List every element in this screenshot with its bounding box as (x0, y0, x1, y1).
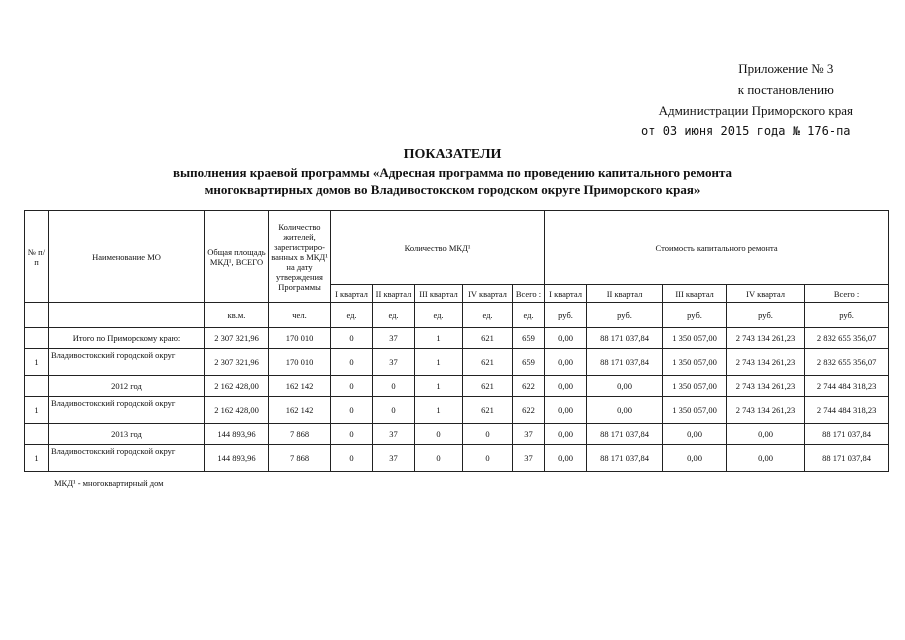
units-blank-name (49, 303, 205, 328)
appendix-block (641, 58, 853, 142)
cell-name: 2013 год (49, 424, 205, 445)
cell-num: 1 (25, 445, 49, 472)
cell-cost-q2: 88 171 037,84 (587, 424, 663, 445)
cell-cost-total: 2 832 655 356,07 (805, 328, 889, 349)
header-q3: III квартал (415, 285, 463, 303)
cell-cost-total: 88 171 037,84 (805, 445, 889, 472)
cell-total: 659 (513, 349, 545, 376)
cell-area: 2 162 428,00 (205, 397, 269, 424)
cell-q3: 1 (415, 328, 463, 349)
cell-cost-q1: 0,00 (545, 424, 587, 445)
cell-q4: 0 (463, 445, 513, 472)
header-name: Наименование МО (49, 211, 205, 303)
cell-cost-q1: 0,00 (545, 376, 587, 397)
cell-num: 1 (25, 349, 49, 376)
header-area: Общая площадь МКД¹, ВСЕГО (205, 211, 269, 303)
cell-cost-q2: 88 171 037,84 (587, 328, 663, 349)
cell-cost-q2: 0,00 (587, 376, 663, 397)
cell-cost-q4: 2 743 134 261,23 (727, 397, 805, 424)
unit-cell: руб. (587, 303, 663, 328)
cell-q2: 37 (373, 424, 415, 445)
table-row (25, 349, 889, 376)
cell-cost-q1: 0,00 (545, 397, 587, 424)
cell-residents: 162 142 (269, 397, 331, 424)
cell-q2: 0 (373, 397, 415, 424)
cell-num (25, 328, 49, 349)
header-q4: IV квартал (463, 285, 513, 303)
cell-total: 659 (513, 328, 545, 349)
cell-q3: 1 (415, 349, 463, 376)
cell-q1: 0 (331, 328, 373, 349)
unit-cell: ед. (415, 303, 463, 328)
header-cost-group: Стоимость капитального ремонта (545, 211, 889, 285)
appendix-line-2: к постановлению (737, 82, 834, 97)
header-q1: I квартал (331, 285, 373, 303)
cell-q1: 0 (331, 445, 373, 472)
cell-q3: 1 (415, 397, 463, 424)
table-row (25, 397, 889, 424)
cell-cost-q3: 1 350 057,00 (663, 397, 727, 424)
cell-q3: 0 (415, 424, 463, 445)
cell-cost-q2: 88 171 037,84 (587, 349, 663, 376)
cell-cost-q2: 88 171 037,84 (587, 445, 663, 472)
cell-cost-q4: 2 743 134 261,23 (727, 349, 805, 376)
cell-area: 144 893,96 (205, 424, 269, 445)
cell-q2: 37 (373, 445, 415, 472)
cell-num (25, 424, 49, 445)
cell-q2: 0 (373, 376, 415, 397)
cell-total: 622 (513, 397, 545, 424)
cell-q2: 37 (373, 349, 415, 376)
header-cost-q2: II квартал (587, 285, 663, 303)
document-title (0, 146, 905, 198)
header-cost-q3: III квартал (663, 285, 727, 303)
cell-num: 1 (25, 397, 49, 424)
cell-q1: 0 (331, 397, 373, 424)
cell-num (25, 376, 49, 397)
cell-total: 622 (513, 376, 545, 397)
cell-total: 37 (513, 424, 545, 445)
header-mkd-group: Количество МКД¹ (331, 211, 545, 285)
cell-cost-q4: 2 743 134 261,23 (727, 328, 805, 349)
cell-cost-q3: 1 350 057,00 (663, 349, 727, 376)
header-cost-q1: I квартал (545, 285, 587, 303)
unit-cell: ед. (513, 303, 545, 328)
table-row (25, 445, 889, 472)
header-cost-total: Всего : (805, 285, 889, 303)
cell-cost-total: 2 744 484 318,23 (805, 376, 889, 397)
footnote: МКД¹ - многоквартирный дом (54, 478, 164, 488)
cell-residents: 7 868 (269, 445, 331, 472)
cell-cost-q3: 1 350 057,00 (663, 376, 727, 397)
table-row-year-2012 (25, 376, 889, 397)
cell-q2: 37 (373, 328, 415, 349)
cell-name: Владивостокский городской округ (49, 349, 205, 376)
unit-cell: руб. (805, 303, 889, 328)
cell-cost-total: 2 832 655 356,07 (805, 349, 889, 376)
cell-residents: 7 868 (269, 424, 331, 445)
cell-q1: 0 (331, 424, 373, 445)
cell-cost-q1: 0,00 (545, 328, 587, 349)
units-blank-num (25, 303, 49, 328)
header-num: № п/п (25, 211, 49, 303)
cell-q4: 621 (463, 349, 513, 376)
unit-cell: ед. (373, 303, 415, 328)
cell-area: 144 893,96 (205, 445, 269, 472)
cell-total: 37 (513, 445, 545, 472)
title-heading: ПОКАЗАТЕЛИ (403, 147, 502, 162)
cell-area: 2 162 428,00 (205, 376, 269, 397)
cell-q1: 0 (331, 349, 373, 376)
header-residents: Количество жителей, зарегистриро-ванных в МКД¹ на дату утверждения Программы (269, 211, 331, 303)
cell-name: Владивостокский городской округ (49, 397, 205, 424)
cell-name: Владивостокский городской округ (49, 445, 205, 472)
cell-q3: 1 (415, 376, 463, 397)
cell-q4: 621 (463, 397, 513, 424)
cell-q4: 621 (463, 376, 513, 397)
unit-cell: руб. (663, 303, 727, 328)
cell-name: 2012 год (49, 376, 205, 397)
unit-cell: ед. (463, 303, 513, 328)
appendix-date: от 03 июня 2015 года № 176-па (641, 124, 851, 138)
cell-name: Итого по Приморскому краю: (49, 328, 205, 349)
title-line-2: выполнения краевой программы «Адресная программа по проведению капитального ремонта (172, 165, 733, 180)
appendix-line-1: Приложение № 3 (738, 61, 834, 76)
cell-cost-q4: 2 743 134 261,23 (727, 376, 805, 397)
cell-cost-total: 2 744 484 318,23 (805, 397, 889, 424)
cell-cost-q2: 0,00 (587, 397, 663, 424)
cell-q4: 0 (463, 424, 513, 445)
header-q2: II квартал (373, 285, 415, 303)
indicators-table (24, 210, 889, 472)
cell-cost-total: 88 171 037,84 (805, 424, 889, 445)
cell-area: 2 307 321,96 (205, 349, 269, 376)
cell-q1: 0 (331, 376, 373, 397)
cell-q4: 621 (463, 328, 513, 349)
cell-cost-q1: 0,00 (545, 445, 587, 472)
table-row-year-2013 (25, 424, 889, 445)
cell-cost-q3: 0,00 (663, 445, 727, 472)
cell-residents: 170 010 (269, 349, 331, 376)
unit-cell: руб. (727, 303, 805, 328)
cell-cost-q1: 0,00 (545, 349, 587, 376)
cell-residents: 162 142 (269, 376, 331, 397)
cell-residents: 170 010 (269, 328, 331, 349)
header-row-1 (25, 211, 889, 285)
title-line-3: многоквартирных домов во Владивостокском городском округе Приморского края» (204, 182, 701, 197)
appendix-line-3: Администрации Приморского края (658, 103, 853, 118)
unit-cell: чел. (269, 303, 331, 328)
cell-q3: 0 (415, 445, 463, 472)
cell-cost-q3: 0,00 (663, 424, 727, 445)
table-row-total (25, 328, 889, 349)
cell-cost-q4: 0,00 (727, 424, 805, 445)
header-total: Всего : (513, 285, 545, 303)
unit-cell: ед. (331, 303, 373, 328)
unit-cell: руб. (545, 303, 587, 328)
cell-cost-q4: 0,00 (727, 445, 805, 472)
header-cost-q4: IV квартал (727, 285, 805, 303)
cell-cost-q3: 1 350 057,00 (663, 328, 727, 349)
cell-area: 2 307 321,96 (205, 328, 269, 349)
units-row (25, 303, 889, 328)
unit-cell: кв.м. (205, 303, 269, 328)
